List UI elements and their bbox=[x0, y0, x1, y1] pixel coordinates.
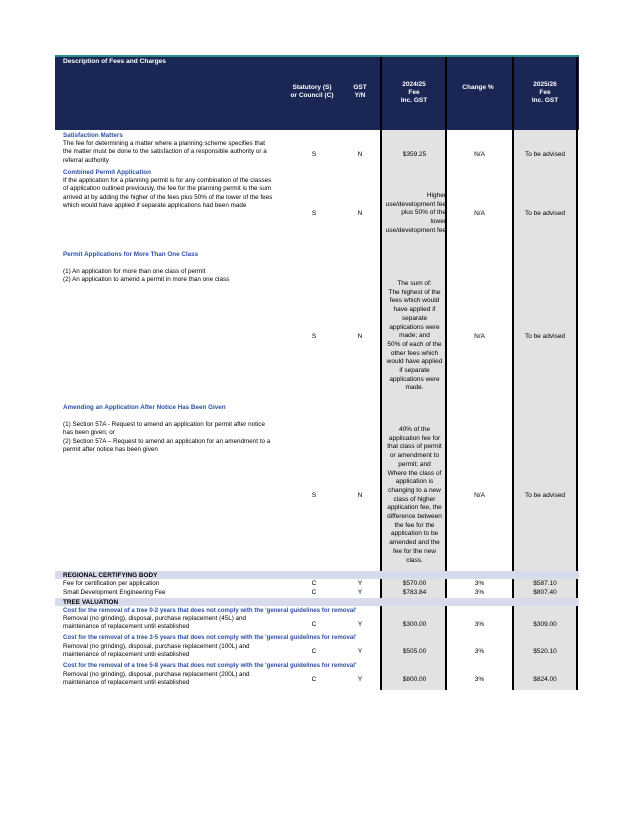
combined-new-fee: To be advised bbox=[524, 210, 566, 217]
tree-row-1-fee: $505.00 bbox=[402, 648, 427, 655]
amending-new-fee: To be advised bbox=[524, 492, 566, 499]
section-title-combined: Combined Permit Application bbox=[63, 169, 151, 176]
tree-row-1-desc: Removal (no grinding), disposal, purchase replacement (100L) and maintenance of replacement until established bbox=[63, 643, 250, 659]
more-than-one-stat: S bbox=[311, 333, 317, 340]
tree-row-2-head: Cost for the removal of a tree 5-8 years that does not comply with the 'general guidelines for removal' bbox=[63, 662, 357, 669]
header-fee-2025-26: 2025/26 Fee Inc. GST bbox=[531, 81, 559, 104]
tree-row-2-fee: $800.00 bbox=[402, 676, 427, 683]
section-desc-amending: (1) Section 57A - Request to amend an application for permit after notice has been given; or (2) Section 57A – Request to amend an application for an amendment to a permit after notice has been given bbox=[63, 421, 271, 454]
header-title: Description of Fees and Charges bbox=[63, 58, 166, 65]
tree-row-0-fee: $300.00 bbox=[402, 621, 427, 628]
tree-row-0-desc: Removal (no grinding), disposal, purchase replacement (45L) and maintenance of replacement until established bbox=[63, 615, 247, 631]
regional-row-0-gst: Y bbox=[357, 580, 363, 587]
combined-fee: Higher use/development fee plus 50% of the lower use/development fee bbox=[385, 192, 446, 234]
section-desc-combined: If the application for a planning permit is for any combination of the classes of application outlined previously, the fee for the planning permit is the sum arrived at by adding the higher of the fees plus 50% of the lower of the fees which would have applied if separate applications had been made bbox=[63, 177, 273, 210]
combined-stat: S bbox=[311, 210, 317, 217]
tree-row-1-change: 3% bbox=[474, 648, 485, 655]
more-than-one-change: N/A bbox=[474, 333, 485, 340]
section-desc-more-than-one: (1) An application for more than one class of permit (2) An application to amend a permit in more than one class bbox=[63, 268, 230, 284]
tree-row-0-head: Cost for the removal of a tree 0-2 years that does not comply with the 'general guidelines for removal' bbox=[63, 607, 357, 614]
tree-row-2-gst: Y bbox=[357, 676, 363, 683]
regional-row-0-new-fee: $587.10 bbox=[533, 580, 557, 587]
regional-row-1-fee: $783.84 bbox=[402, 589, 427, 596]
regional-row-0-stat: C bbox=[311, 580, 317, 587]
more-than-one-fee: The sum of: The highest of the fees which would have applied if separate applications were made; and 50% of each of the other fees which would have applied if separate applications were made. bbox=[386, 280, 443, 392]
tree-row-0-stat: C bbox=[311, 621, 317, 628]
satisfaction-stat: S bbox=[311, 151, 317, 158]
tree-row-1-stat: C bbox=[311, 648, 317, 655]
header-newfee-border bbox=[512, 57, 578, 130]
more-than-one-new-fee: To be advised bbox=[524, 333, 566, 340]
regional-row-1-stat: C bbox=[311, 589, 317, 596]
tree-row-1-new-fee: $520.10 bbox=[533, 648, 557, 655]
tree-row-0-new-fee: $309.00 bbox=[533, 621, 557, 628]
table-row: Small Development Engineering Fee bbox=[63, 589, 166, 596]
tree-band bbox=[55, 598, 579, 606]
regional-row-1-new-fee: $807.40 bbox=[533, 589, 557, 596]
amending-gst: N bbox=[357, 492, 363, 499]
amending-fee: 40% of the application fee for that class of permit or amendment to permit; and Where the class of application is changing to a new class of higher application fee, the difference between the fee for the application to be amended and the fee for the new class. bbox=[387, 426, 442, 564]
tree-row-1-head: Cost for the removal of a tree 3-5 years that does not comply with the 'general guidelines for removal' bbox=[63, 634, 357, 641]
amending-change: N/A bbox=[474, 492, 485, 499]
satisfaction-change: N/A bbox=[474, 151, 485, 158]
tree-row-2-change: 3% bbox=[474, 676, 485, 683]
more-than-one-gst: N bbox=[357, 333, 363, 340]
section-desc-satisfaction: The fee for determining a matter where a planning scheme specifies that the matter must be done to the satisfaction of a responsible authority or a referral authority bbox=[63, 140, 267, 164]
section-title-satisfaction: Satisfaction Matters bbox=[63, 132, 123, 139]
header-fee-border bbox=[380, 57, 447, 130]
header-fee-2024-25: 2024/25 Fee Inc. GST bbox=[400, 81, 428, 104]
regional-title: REGIONAL CERTIFYING BODY bbox=[63, 572, 158, 579]
regional-row-0-change: 3% bbox=[474, 580, 485, 587]
tree-row-0-change: 3% bbox=[474, 621, 485, 628]
tree-row-2-stat: C bbox=[311, 676, 317, 683]
table-header bbox=[55, 57, 579, 130]
tree-title: TREE VALUATION bbox=[63, 599, 119, 606]
regional-row-1-gst: Y bbox=[357, 589, 363, 596]
header-statutory: Statutory (S) or Council (C) bbox=[290, 84, 334, 99]
header-gst: GST Y/N bbox=[353, 84, 367, 99]
tree-row-2-new-fee: $824.00 bbox=[533, 676, 557, 683]
regional-row-1-change: 3% bbox=[474, 589, 485, 596]
satisfaction-new-fee: To be advised bbox=[524, 151, 566, 158]
tree-row-1-gst: Y bbox=[357, 648, 363, 655]
section-title-amending: Amending an Application After Notice Has Been Given bbox=[63, 404, 226, 411]
regional-row-0-fee: $570.00 bbox=[402, 580, 427, 587]
tree-row-2-desc: Removal (no grinding), disposal, purchase replacement (200L) and maintenance of replacement until established bbox=[63, 671, 250, 687]
amending-stat: S bbox=[311, 492, 317, 499]
combined-gst: N bbox=[357, 210, 363, 217]
table-row: Fee for certification per application bbox=[63, 580, 160, 587]
combined-change: N/A bbox=[474, 210, 485, 217]
header-change: Change % bbox=[462, 84, 494, 91]
tree-row-0-gst: Y bbox=[357, 621, 363, 628]
section-title-more-than-one: Permit Applications for More Than One Class bbox=[63, 251, 199, 258]
satisfaction-fee: $359.25 bbox=[402, 151, 427, 158]
satisfaction-gst: N bbox=[357, 151, 363, 158]
